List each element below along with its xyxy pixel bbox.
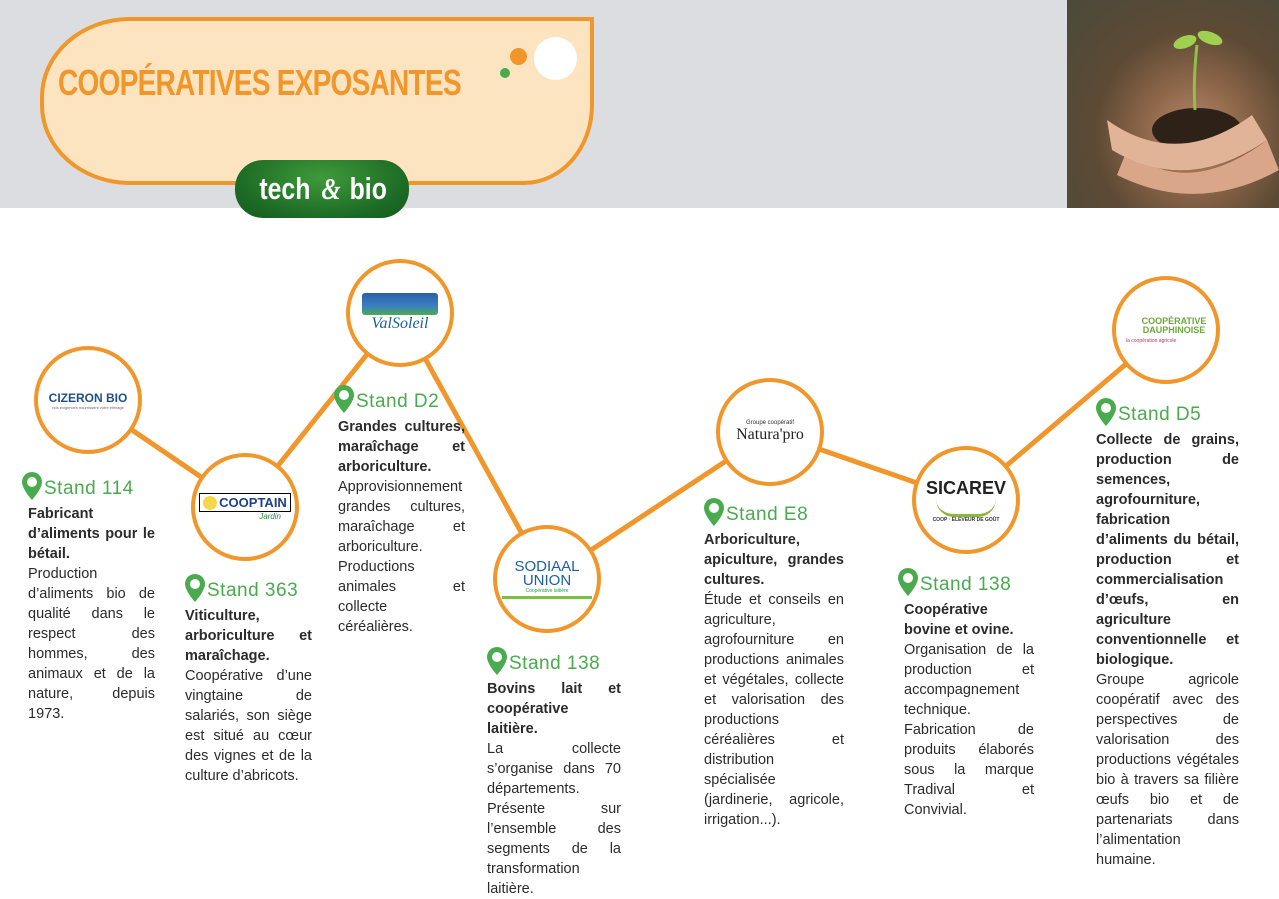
headline: Coopérative bovine et ovine.: [904, 602, 1014, 638]
description: Groupe agricole coopératif avec des perspectives de valorisation des productions végétales bio à travers sa filière œufs bio et de partenariats dans l’alimentation humaine.: [1096, 672, 1239, 868]
cooperative-info-5: [704, 496, 846, 830]
description: Étude et conseils en agriculture, agrofourniture en productions animales et végétales, collecte et valorisation des productions céréalières et distribution spécialisée (jardinerie, agricole, irrigation...).: [704, 592, 844, 828]
logo-cooperative-dauphinoise: [1112, 276, 1220, 384]
logo-sodiaal-union: [493, 525, 601, 633]
logo-subtext: la coopération agricole: [1126, 337, 1177, 344]
logo-subtext: COOP · ÉLEVEUR DE GOÛT: [932, 516, 1000, 523]
logo-text: ValSoleil: [371, 315, 429, 332]
logo-word: tech: [259, 171, 311, 206]
logo-ampersand: &: [320, 171, 341, 206]
stand-label: Stand 138: [509, 653, 601, 674]
cooperative-info-6: [898, 566, 1036, 820]
description: La collecte s’organise dans 70 départements. Présente sur l’ensemble des segments de la transformation laitière.: [487, 741, 621, 897]
pasture-icon: [936, 499, 996, 517]
headline: Bovins lait et coopérative laitière.: [487, 681, 621, 737]
stand-label: Stand D2: [356, 391, 440, 412]
stand-label: Stand D5: [1118, 404, 1202, 425]
landscape-icon: [362, 293, 438, 315]
logo-subtext: Coopérative laitière: [525, 587, 569, 594]
sun-icon: [203, 496, 217, 510]
logo-valsoleil: [346, 259, 454, 367]
stand-label: Stand E8: [726, 504, 809, 525]
logo-subtext: nos exigences nourrissent votre élevage: [52, 404, 124, 410]
logo-subtext: Groupe coopératif: [745, 420, 795, 426]
location-pin-icon: [487, 647, 507, 675]
location-pin-icon: [898, 568, 918, 596]
logo-text: CIZERON BIO: [48, 390, 128, 405]
cooperative-info-3: [334, 383, 469, 637]
logo-cooptain: [191, 453, 299, 561]
logo-subtext: Jardin: [259, 512, 281, 521]
headline: Arboriculture, apiculture, grandes cultures.: [704, 532, 844, 588]
description: Production d’aliments bio de qualité dans le respect des hommes, des animaux et de la nature, depuis 1973.: [28, 566, 155, 722]
description: Approvisionnement grandes cultures, maraîchage et arboriculture. Productions animales et collecte céréalières.: [338, 479, 465, 635]
location-pin-icon: [185, 574, 205, 602]
headline: Viticulture, arboriculture et maraîchage.: [185, 608, 312, 664]
logo-sicarev: [912, 446, 1020, 554]
logo-text: COOPTAIN: [219, 495, 287, 510]
logo-cizeron-bio: [34, 346, 142, 454]
stand-label: Stand 114: [44, 478, 134, 499]
stand-label: Stand 363: [207, 580, 299, 601]
green-stripe: [502, 596, 592, 599]
location-pin-icon: [704, 498, 724, 526]
description: Coopérative d’une vingtaine de salariés, son siège est situé au cœur des vignes et de la culture d’abricots.: [185, 668, 312, 784]
logo-text: Natura'pro: [736, 426, 804, 443]
cooperative-info-4: [487, 645, 623, 899]
logo-text: SODIAAL UNION: [514, 557, 580, 589]
location-pin-icon: [22, 472, 42, 500]
location-pin-icon: [1096, 398, 1116, 426]
logo-word: bio: [349, 171, 387, 206]
headline: Grandes cultures, maraîchage et arboriculture.: [338, 419, 465, 475]
logo-text: COOPÉRATIVE DAUPHINOISE: [1141, 315, 1207, 335]
logo-naturapro: [716, 378, 824, 486]
cooperative-info-2: [185, 572, 315, 786]
description: Organisation de la production et accompagnement technique. Fabrication de produits élaborés sous la marque Tradival et Convivial.: [904, 642, 1034, 818]
headline: Fabricant d’aliments pour le bétail.: [28, 506, 155, 562]
headline: Collecte de grains, production de semences, agrofourniture, fabrication d’aliments du bétail, production et commercialisation d’œufs, en agriculture conventionnelle et biologique.: [1096, 432, 1239, 668]
location-pin-icon: [334, 385, 354, 413]
logo-text: SICAREV: [925, 477, 1006, 498]
cooperative-info-7: [1096, 396, 1241, 870]
stand-label: Stand 138: [920, 574, 1012, 595]
cooperative-info-1: [22, 470, 155, 724]
page-title: COOPÉRATIVES EXPOSANTES: [58, 62, 461, 103]
